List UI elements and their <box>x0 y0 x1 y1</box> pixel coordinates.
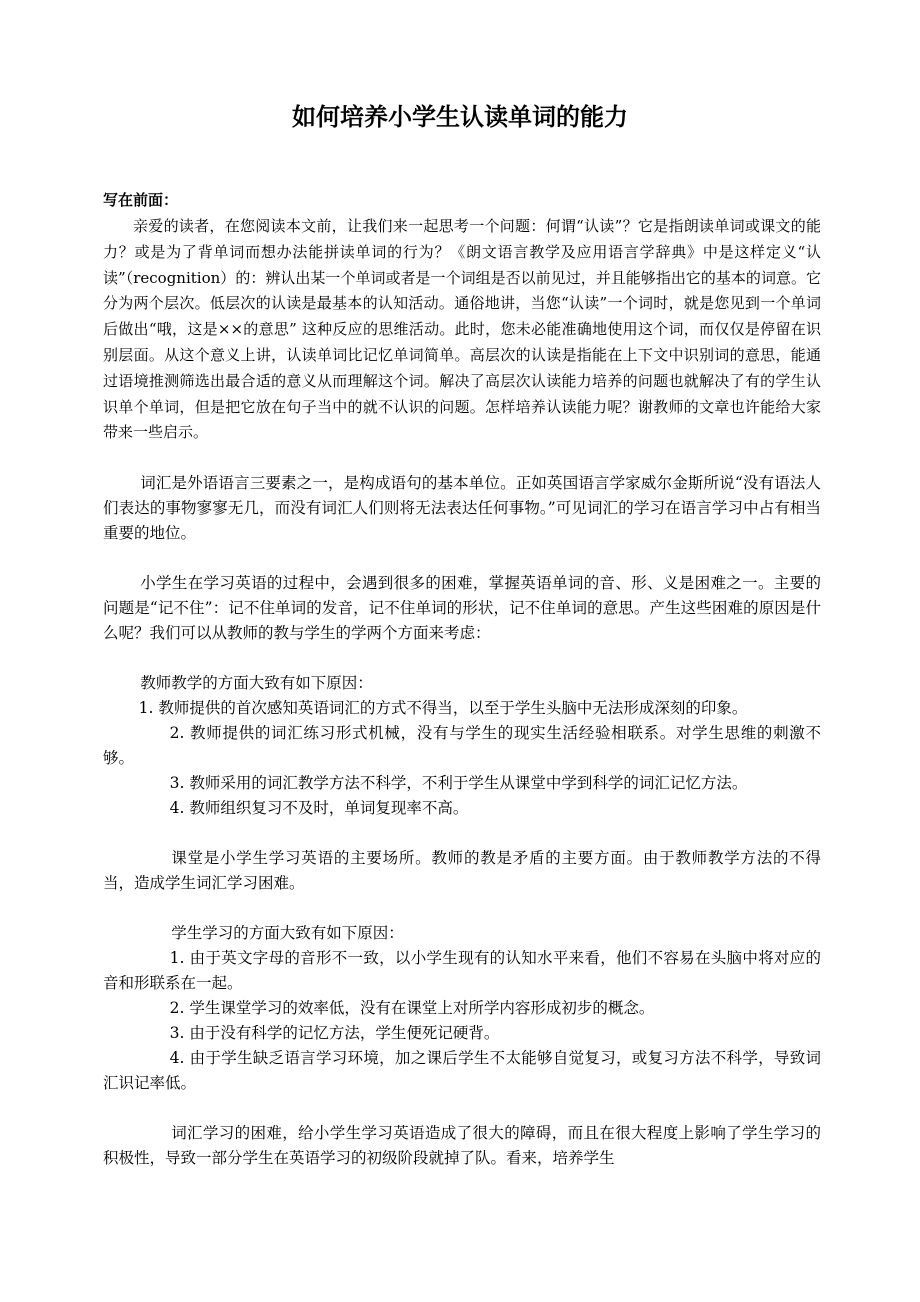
student-cause-item: 1. 由于英文字母的音形不一致，以小学生现有的认知水平来看，他们不容易在头脑中将对应的音和形联系在一起。 <box>103 949 821 993</box>
document-body <box>103 188 821 1171</box>
preface-heading: 写在前面： <box>103 191 179 209</box>
classroom-paragraph: 课堂是小学生学习英语的主要场所。教师的教是矛盾的主要方面。由于教师教学方法的不得当，造成学生词汇学习困难。 <box>103 849 821 893</box>
difficulty-paragraph: 小学生在学习英语的过程中，会遇到很多的困难，掌握英语单词的音、形、义是困难之一。主要的问题是“记不住”：记不住单词的发音，记不住单词的形状，记不住单词的意思。产生这些困难的原因是什么呢？我们可以从教师的教与学生的学两个方面来考虑： <box>103 574 821 643</box>
teacher-cause-item: 1. 教师提供的首次感知英语词汇的方式不得当，以至于学生头脑中无法形成深刻的印象。 <box>138 699 748 718</box>
vocabulary-paragraph: 词汇是外语语言三要素之一，是构成语句的基本单位。正如英国语言学家威尔金斯所说“没有语法人们表达的事物寥寥无几，而没有词汇人们则将无法表达任何事物。”可见词汇的学习在语言学习中占有相当重要的地位。 <box>103 474 821 543</box>
student-cause-item: 2. 学生课堂学习的效率低，没有在课堂上对所学内容形成初步的概念。 <box>169 999 655 1018</box>
teacher-cause-item: 3. 教师采用的词汇教学方法不科学，不利于学生从课堂中学到科学的词汇记忆方法。 <box>169 774 748 793</box>
document-title: 如何培养小学生认读单词的能力 <box>292 103 628 131</box>
preface-paragraph: 亲爱的读者，在您阅读本文前，让我们来一起思考一个问题：何谓“认读”？它是指朗读单词或课文的能力？或是为了背单词而想办法能拼读单词的行为？《朗文语言教学及应用语言学辞典》中是这样定义“认读”（recognition）的：辨认出某一个单词或者是一个词组是否以前见过，并且能够指出它的基本的词意。它分为两个层次。低层次的认读是最基本的认知活动。通俗地讲，当您“认读”一个词时，就是您见到一个单词后做出“哦，这是××的意思” 这种反应的思维活动。此时，您未必能准确地使用这个词，而仅仅是停留在识别层面。从这个意义上讲，认读单词比记忆单词简单。高层次的认读是指能在上下文中识别词的意思，能通过语境推测筛选出最合适的意义从而理解这个词。解决了高层次认读能力培养的问题也就解决了有的学生认识单个单词，但是把它放在句子当中的就不认识的问题。怎样培养认读能力呢？谢教师的文章也许能给大家带来一些启示。 <box>103 217 821 442</box>
student-cause-item: 4. 由于学生缺乏语言学习环境，加之课后学生不太能够自觉复习，或复习方法不科学，导致词汇识记率低。 <box>103 1049 821 1093</box>
student-cause-item: 3. 由于没有科学的记忆方法，学生便死记硬背。 <box>169 1024 500 1043</box>
teacher-cause-item: 2. 教师提供的词汇练习形式机械，没有与学生的现实生活经验相联系。对学生思维的刺激不够。 <box>103 724 821 768</box>
teacher-causes-intro: 教师教学的方面大致有如下原因： <box>140 674 373 693</box>
teacher-cause-item: 4. 教师组织复习不及时，单词复现率不高。 <box>169 799 469 818</box>
final-paragraph: 词汇学习的困难，给小学生学习英语造成了很大的障碍，而且在很大程度上影响了学生学习的积极性，导致一部分学生在英语学习的初级阶段就掉了队。看来，培养学生 <box>103 1124 821 1168</box>
student-causes-intro: 学生学习的方面大致有如下原因： <box>171 924 404 943</box>
